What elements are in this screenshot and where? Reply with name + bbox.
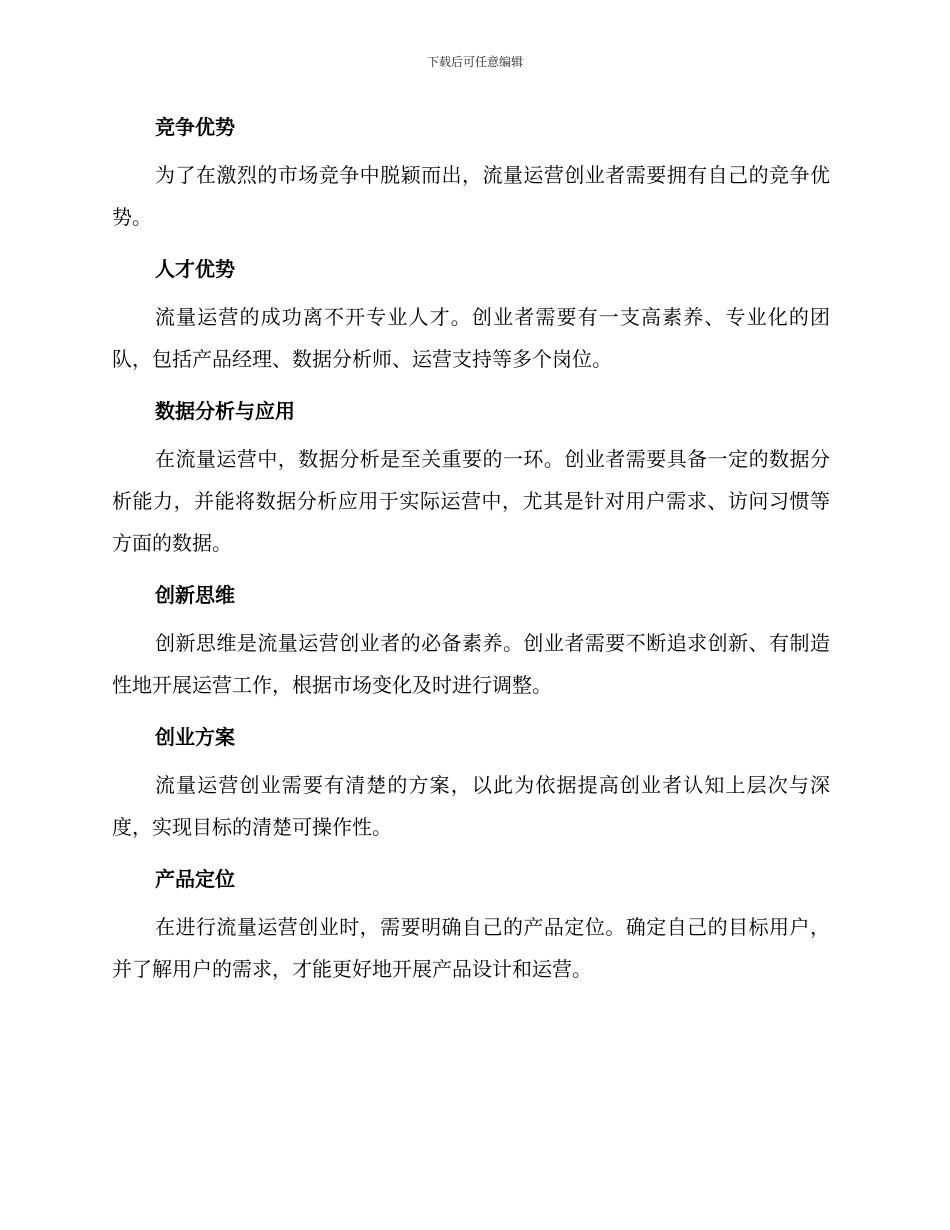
section-heading: 产品定位 <box>155 867 235 891</box>
section-heading: 数据分析与应用 <box>155 399 295 423</box>
section-paragraph: 在流量运营中，数据分析是至关重要的一环。创业者需要具备一定的数据分析能力，并能将数据分析应用于实际运营中，尤其是针对用户需求、访问习惯等方面的数据。 <box>112 447 830 555</box>
section-data-analysis <box>112 394 830 564</box>
section-heading: 创新思维 <box>155 583 235 607</box>
section-product-positioning <box>112 862 830 990</box>
section-talent-advantage <box>112 252 830 380</box>
section-business-plan <box>112 720 830 848</box>
page-header-note: 下载后可任意编辑 <box>426 55 523 69</box>
section-heading: 人才优势 <box>155 257 235 281</box>
section-paragraph: 为了在激烈的市场竞争中脱颖而出，流量运营创业者需要拥有自己的竞争优势。 <box>112 163 830 229</box>
section-competitive-advantage <box>112 110 830 238</box>
section-paragraph: 在进行流量运营创业时，需要明确自己的产品定位。确定自己的目标用户，并了解用户的需求，才能更好地开展产品设计和运营。 <box>112 915 830 981</box>
section-innovative-thinking <box>112 578 830 706</box>
section-heading: 竞争优势 <box>155 115 235 139</box>
section-heading: 创业方案 <box>155 725 235 749</box>
section-paragraph: 流量运营创业需要有清楚的方案，以此为依据提高创业者认知上层次与深度，实现目标的清楚可操作性。 <box>112 773 830 839</box>
document-body <box>112 110 830 1004</box>
section-paragraph: 创新思维是流量运营创业者的必备素养。创业者需要不断追求创新、有制造性地开展运营工作，根据市场变化及时进行调整。 <box>112 631 830 697</box>
section-paragraph: 流量运营的成功离不开专业人才。创业者需要有一支高素养、专业化的团队，包括产品经理、数据分析师、运营支持等多个岗位。 <box>112 305 830 371</box>
